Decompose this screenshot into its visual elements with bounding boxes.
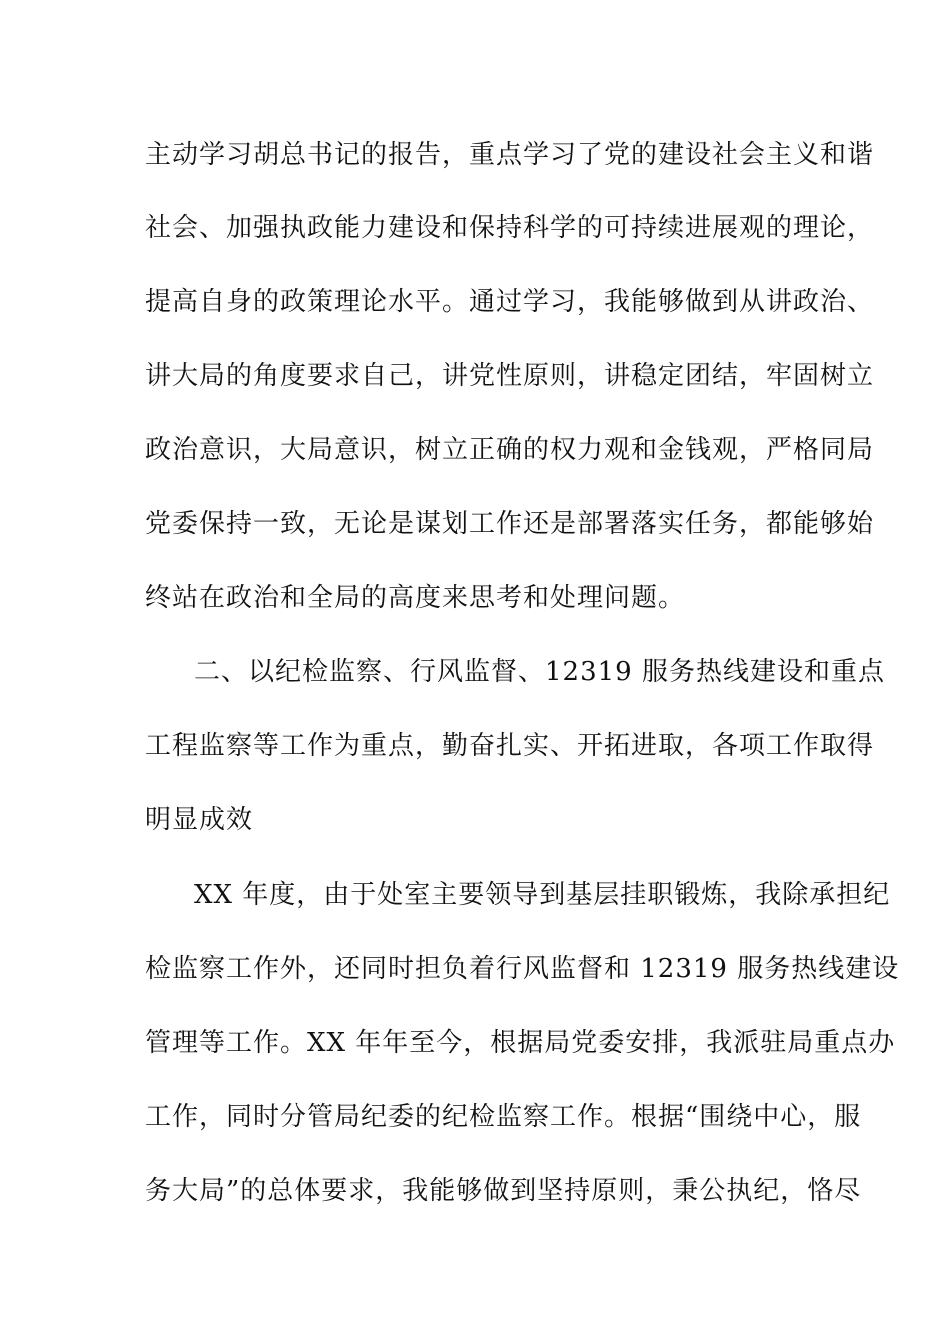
text-line: 终站在政治和全局的高度来思考和处理问题。: [145, 583, 686, 613]
text-line: 党委保持一致，无论是谋划工作还是部署落实任务，都能够始: [145, 509, 875, 539]
section-heading-line: 明显成效: [145, 805, 254, 835]
text-line: XX 年度，由于处室主要领导到基层挂职锻炼，我除承担纪: [194, 880, 891, 910]
text-line: 社会、加强执政能力建设和保持科学的可持续进展观的理论，: [145, 213, 875, 243]
text-line: 管理等工作。XX 年年至今，根据局党委安排，我派驻局重点办: [145, 1028, 896, 1058]
text-line: 工作，同时分管局纪委的纪检监察工作。根据“围绕中心，服: [145, 1102, 862, 1132]
section-heading-line: 二、以纪检监察、行风监督、12319 服务热线建设和重点: [194, 657, 885, 687]
text-line: 提高自身的政策理论水平。通过学习，我能够做到从讲政治、: [145, 287, 875, 317]
text-line: 务大局”的总体要求，我能够做到坚持原则，秉公执纪，恪尽: [145, 1176, 862, 1206]
text-line: 政治意识，大局意识，树立正确的权力观和金钱观，严格同局: [145, 435, 875, 465]
text-line: 检监察工作外，还同时担负着行风监督和 12319 服务热线建设: [145, 954, 900, 984]
section-heading-line: 工程监察等工作为重点，勤奋扎实、开拓进取，各项工作取得: [145, 731, 875, 761]
text-line: 主动学习胡总书记的报告，重点学习了党的建设社会主义和谐: [145, 140, 875, 170]
text-line: 讲大局的角度要求自己，讲党性原则，讲稳定团结，牢固树立: [145, 361, 875, 391]
